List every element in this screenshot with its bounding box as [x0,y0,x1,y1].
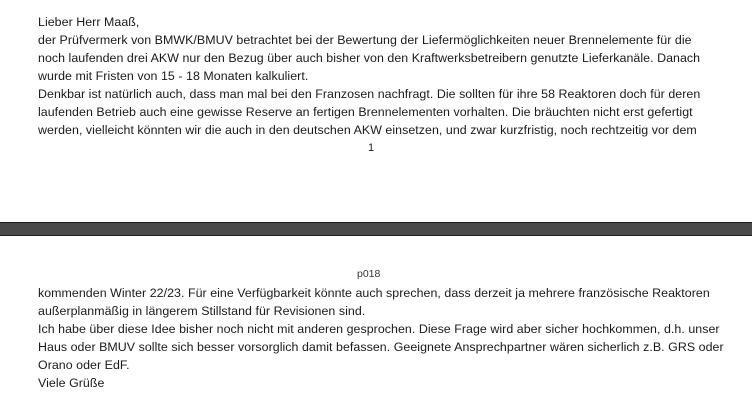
body-line: kommenden Winter 22/23. Für eine Verfügbarkeit könnte auch sprechen, dass derzeit ja mehrere französische Reaktoren [38,286,710,300]
page-id-label: p018 [357,268,381,280]
body-line: noch laufenden drei AKW nur den Bezug über auch bisher von den Kraftwerksbetreibern genutzte Lieferkanäle. Danach [38,51,701,65]
body-line: werden, vielleicht könnten wir die auch in den deutschen AKW einsetzen, und zwar kurzfristig, noch rechtzeitig vor dem [38,123,697,137]
page-break-divider [0,222,752,236]
body-line: außerplanmäßig in längerem Stillstand für Revisionen sind. [38,304,366,318]
closing: Viele Grüße [38,376,105,390]
body-line: wurde mit Fristen von 15 - 18 Monaten kalkuliert. [38,69,309,83]
body-line: Orano oder EdF. [38,358,130,372]
body-line: Ich habe über diese Idee bisher noch nicht mit anderen gesprochen. Diese Frage wird aber sicher hochkommen, d.h. unser [38,322,720,336]
salutation: Lieber Herr Maaß, [38,15,140,29]
body-line: Denkbar ist natürlich auch, dass man mal bei den Franzosen nachfragt. Die sollten für ihre 58 Reaktoren doch für deren [38,87,701,101]
body-line: laufenden Betrieb auch eine gewisse Reserve an fertigen Brennelementen vorhalten. Die bräuchten nicht erst gefertigt [38,105,693,119]
body-line: der Prüfvermerk von BMWK/BMUV betrachtet bei der Bewertung der Liefermöglichkeiten neuer Brennelemente für die [38,33,692,47]
page-number: 1 [368,142,375,154]
body-line: Haus oder BMUV sollte sich besser vorsorglich damit befassen. Geeignete Ansprechpartner wären sicherlich z.B. GRS oder [38,340,724,354]
